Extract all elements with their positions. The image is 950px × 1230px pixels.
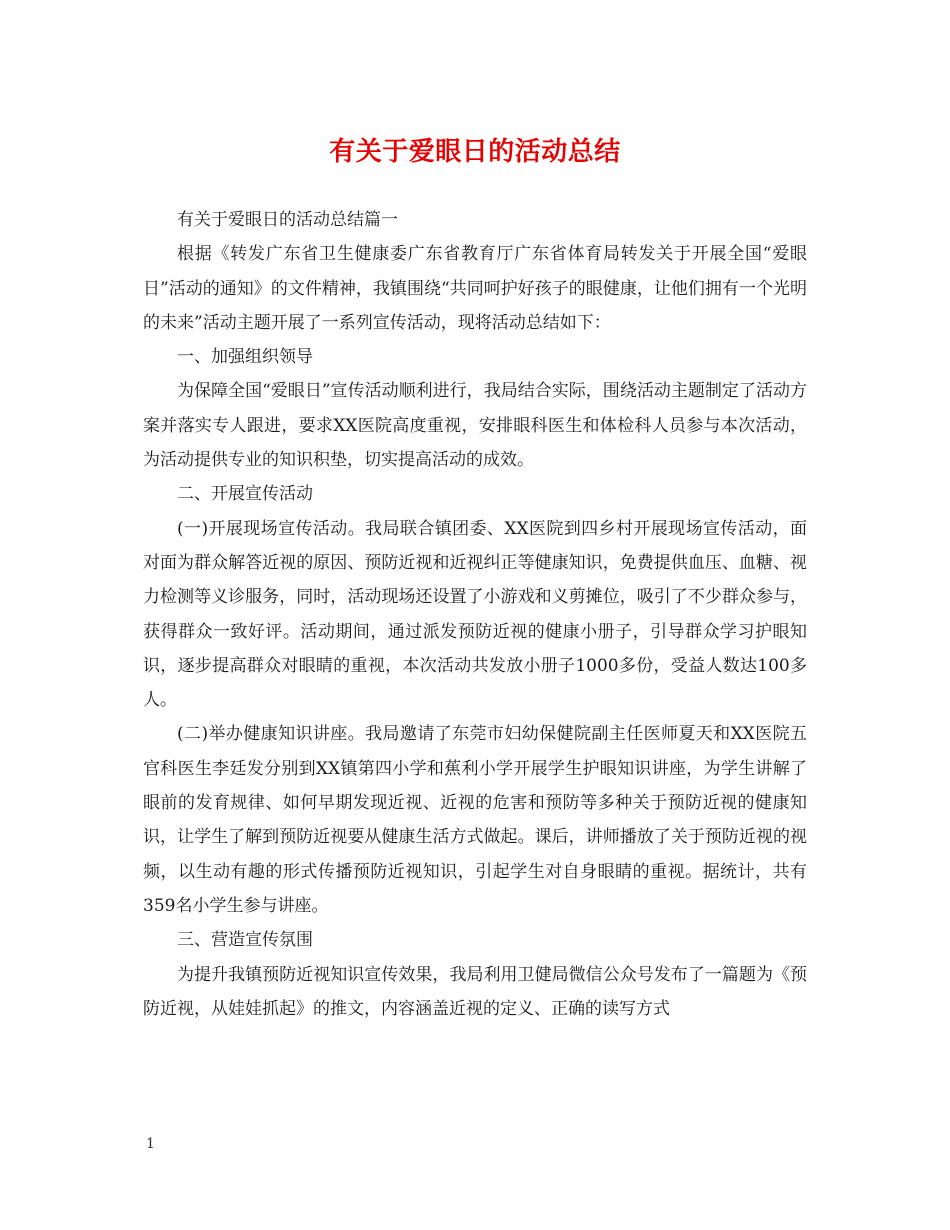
- section-heading-3: 三、营造宣传氛围: [177, 930, 313, 951]
- subtitle-paragraph: 有关于爱眼日的活动总结篇一: [177, 210, 398, 230]
- intro-paragraph: 根据《转发广东省卫生健康委广东省教育厅广东省体育局转发关于开展全国“爱眼日”活动的通知》的文件精神，我镇围绕“共同呵护好孩子的眼健康，让他们拥有一个光明的未来”活动主题开展了一系列宣传活动，现将活动总结如下：: [143, 244, 807, 333]
- section-3-paragraph: 为提升我镇预防近视知识宣传效果，我局利用卫健局微信公众号发布了一篇题为《预防近视，从娃娃抓起》的推文，内容涵盖近视的定义、正确的读写方式: [143, 964, 807, 1019]
- page-number: 1: [146, 1136, 155, 1152]
- section-heading-2: 二、开展宣传活动: [177, 484, 313, 505]
- document-title: 有关于爱眼日的活动总结: [329, 137, 621, 167]
- section-1-paragraph: 为保障全国“爱眼日”宣传活动顺利进行，我局结合实际，围绕活动主题制定了活动方案并落实专人跟进，要求XX医院高度重视，安排眼科医生和体检科人员参与本次活动，为活动提供专业的知识积垫，切实提高活动的成效。: [143, 381, 807, 471]
- document-body: [143, 203, 807, 1026]
- section-2-paragraph-2: (二)举办健康知识讲座。我局邀请了东莞市妇幼保健院副主任医师夏天和XX医院五官科医生李廷发分别到XX镇第四小学和蕉利小学开展学生护眼知识讲座，为学生讲解了眼前的发育规律、如何早期发现近视、近视的危害和预防等多种关于预防近视的健康知识，让学生了解到预防近视要从健康生活方式做起。课后，讲师播放了关于预防近视的视频，以生动有趣的形式传播预防近视知识，引起学生对自身眼睛的重视。据统计，共有359名小学生参与讲座。: [143, 724, 807, 916]
- section-heading-1: 一、加强组织领导: [177, 347, 313, 368]
- section-2-paragraph-1: (一)开展现场宣传活动。我局联合镇团委、XX医院到四乡村开展现场宣传活动，面对面为群众解答近视的原因、预防近视和近视纠正等健康知识，免费提供血压、血糖、视力检测等义诊服务，同时，活动现场还设置了小游戏和义剪摊位，吸引了不少群众参与，获得群众一致好评。活动期间，通过派发预防近视的健康小册子，引导群众学习护眼知识，逐步提高群众对眼睛的重视，本次活动共发放小册子1000多份，受益人数达100多人。: [143, 518, 807, 711]
